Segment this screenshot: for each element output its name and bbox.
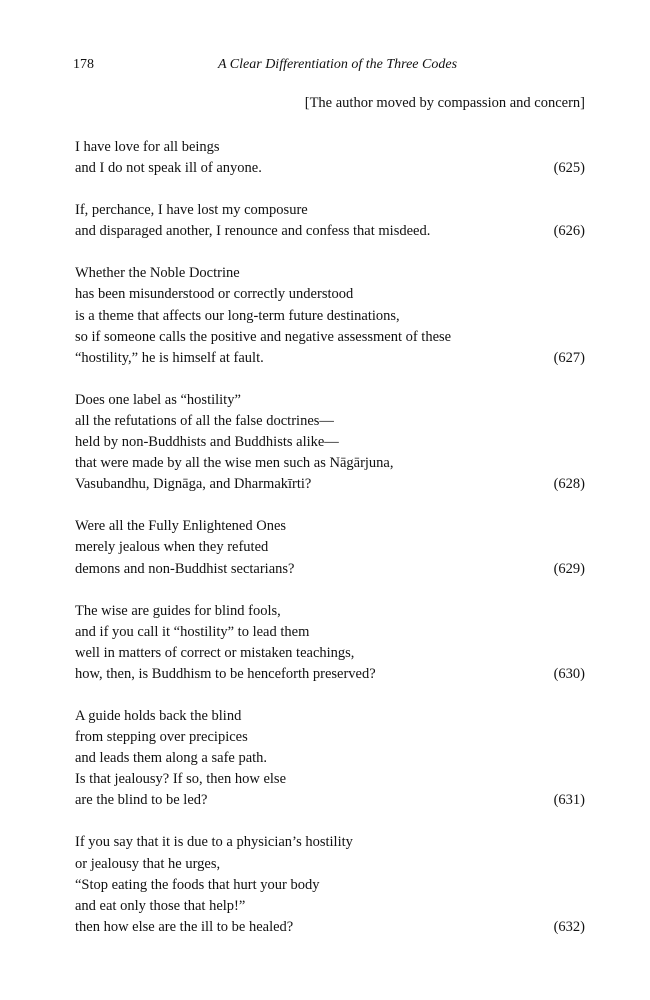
running-title: A Clear Differentiation of the Three Codes [218, 57, 458, 72]
verse-stanza [75, 832, 587, 937]
verse-line: all the refutations of all the false doctrines— [75, 412, 334, 429]
editorial-note: [The author moved by compassion and concern] [304, 95, 585, 111]
verse-stanza [75, 263, 587, 368]
verse-stanza [75, 390, 587, 495]
verse-line: A guide holds back the blind [75, 707, 242, 724]
verse-line: has been misunderstood or correctly understood [75, 286, 354, 303]
verse-line: Were all the Fully Enlightened Ones [75, 518, 287, 535]
verse-line: “hostility,” he is himself at fault. [75, 349, 264, 366]
verse-line: and if you call it “hostility” to lead them [75, 623, 310, 640]
verse-number: (628) [553, 476, 585, 493]
verse-line: merely jealous when they refuted [75, 539, 269, 556]
verse-stanza [75, 706, 587, 811]
verse-line: Is that jealousy? If so, then how else [75, 771, 287, 788]
verse-line: demons and non-Buddhist sectarians? [75, 560, 295, 577]
verse-line: how, then, is Buddhism to be henceforth preserved? [75, 665, 376, 682]
verse-line: I have love for all beings [75, 139, 220, 155]
verse-line: and eat only those that help!” [75, 897, 246, 914]
verse-number: (625) [553, 160, 585, 177]
verse-stanza [75, 601, 587, 685]
verse-line: that were made by all the wise men such as Nāgārjuna, [75, 455, 394, 472]
page-header [73, 57, 588, 77]
verse-stanza [75, 516, 587, 579]
verse-line: The wise are guides for blind fools, [75, 602, 281, 619]
verse-number: (632) [553, 918, 585, 935]
verse-stanza [75, 200, 587, 242]
verse-line: “Stop eating the foods that hurt your body [75, 876, 320, 893]
verse-number: (627) [553, 349, 585, 366]
verse-number: (631) [553, 792, 585, 809]
verse-line: so if someone calls the positive and negative assessment of these [75, 328, 452, 345]
verse-line: from stepping over precipices [75, 729, 248, 746]
verse-line: or jealousy that he urges, [75, 855, 221, 872]
verse-line: and leads them along a safe path. [75, 750, 268, 767]
verse-number: (629) [553, 560, 585, 577]
verse-line: If, perchance, I have lost my composure [75, 202, 308, 219]
verse-line: If you say that it is due to a physician’s hostility [75, 834, 353, 851]
verse-line: and disparaged another, I renounce and confess that misdeed. [75, 223, 431, 240]
verse-line: then how else are the ill to be healed? [75, 918, 294, 935]
page-number: 178 [73, 57, 94, 72]
verse-line: Does one label as “hostility” [75, 391, 241, 408]
verse-stanza [75, 137, 587, 179]
verse-line: Whether the Noble Doctrine [75, 265, 240, 282]
verse-number: (626) [553, 223, 585, 240]
verse-line: is a theme that affects our long-term future destinations, [75, 307, 400, 324]
verse-line: and I do not speak ill of anyone. [75, 160, 262, 177]
verse-list [75, 137, 587, 959]
verse-line: Vasubandhu, Dignāga, and Dharmakīrti? [75, 476, 312, 493]
verse-line: are the blind to be led? [75, 792, 208, 809]
verse-line: held by non-Buddhists and Buddhists alike— [75, 434, 339, 451]
verse-number: (630) [553, 665, 585, 682]
verse-line: well in matters of correct or mistaken teachings, [75, 644, 355, 661]
